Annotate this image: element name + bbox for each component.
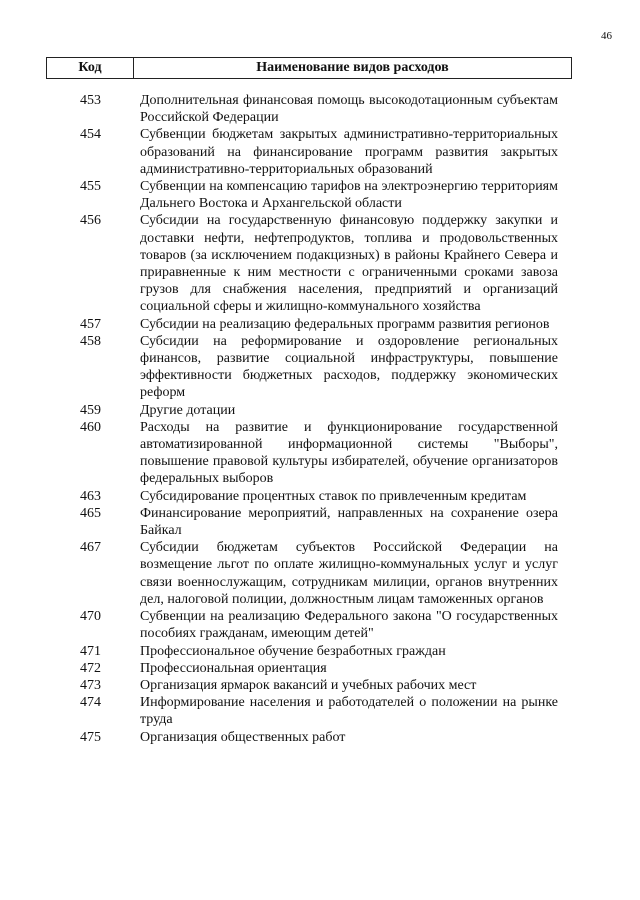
expense-row [46,92,570,126]
expense-row [46,178,570,212]
expense-row [46,729,570,746]
expense-code: 457 [80,316,101,332]
expense-code: 460 [80,419,101,435]
expense-code: 465 [80,505,101,521]
expense-row [46,539,570,608]
expense-description: Субвенции на компенсацию тарифов на электроэнергию территориям Дальнего Востока и Архангельской области [140,179,558,212]
expense-description: Профессиональная ориентация [140,660,327,676]
expense-code: 453 [80,93,101,108]
expense-code: 455 [80,179,101,195]
expense-code: 475 [80,729,101,745]
expense-description: Профессиональное обучение безработных граждан [140,643,446,659]
expense-code: 472 [80,660,101,676]
expense-description: Организация общественных работ [140,729,346,745]
expense-row [46,488,570,505]
expense-code: 458 [80,333,101,349]
expense-row [46,419,570,488]
header-code: Код [47,58,134,78]
expense-code: 456 [80,213,101,229]
expense-code: 470 [80,609,101,625]
expense-description: Информирование населения и работодателей о положении на рынке труда [140,695,558,728]
expense-description: Дополнительная финансовая помощь высокодотационным субъектам Российской Федерации [140,93,558,126]
expense-row [46,643,570,660]
expense-list [46,92,570,746]
expense-code: 463 [80,488,101,504]
expense-row [46,608,570,642]
expense-code: 467 [80,540,101,556]
expense-description: Субсидии на реализацию федеральных программ развития регионов [140,316,550,332]
expense-description: Другие дотации [140,402,236,418]
expense-code: 454 [80,127,101,143]
expense-description: Субвенции на реализацию Федерального закона "О государственных пособиях гражданам, имеющим детей" [140,609,558,642]
table-header [46,57,572,79]
expense-description: Субсидии на реформирование и оздоровление региональных финансов, развитие социальной инфраструктуры, повышение эффективности бюджетных расходов, поддержку экономических реформ [140,333,558,401]
expense-row [46,126,570,178]
expense-code: 459 [80,402,101,418]
expense-description: Субсидирование процентных ставок по привлеченным кредитам [140,488,527,504]
expense-description: Субсидии на государственную финансовую поддержку закупки и доставки нефти, нефтепродуктов, топлива и продовольственных товаров (за исключением подакцизных) в районы Крайнего Севера и приравненные к ним местности с ограниченными сроками завоза грузов для снабжения населения, предприятий и организаций социальной сферы и жилищно-коммунального хозяйства [140,213,558,315]
expense-code: 471 [80,643,101,659]
expense-description: Организация ярмарок вакансий и учебных рабочих мест [140,677,477,693]
expense-row [46,316,570,333]
expense-description: Субсидии бюджетам субъектов Российской Федерации на возмещение льгот по оплате жилищно-коммунальных услуг и услуг связи военнослужащим, сотрудникам милиции, органов внутренних дел, налоговой полиции, должностным лицам таможенных органов [140,540,558,607]
expense-row [46,402,570,419]
expense-description: Субвенции бюджетам закрытых административно-территориальных образований на финансирование программ развития закрытых административно-территориальных образований [140,127,558,177]
expense-row [46,212,570,315]
expense-row [46,660,570,677]
expense-row [46,505,570,539]
expense-description: Финансирование мероприятий, направленных на сохранение озера Байкал [140,505,558,539]
expense-row [46,694,570,728]
expense-code: 473 [80,677,101,693]
expense-row [46,333,570,402]
expense-description: Расходы на развитие и функционирование государственной автоматизированной информационной системы "Выборы", повышение правовой культуры избирателей, обучение организаторов федеральных выборов [140,419,558,487]
page-number: 46 [601,30,612,42]
header-name: Наименование видов расходов [256,60,449,75]
expense-row [46,677,570,694]
expense-code: 474 [80,695,101,711]
